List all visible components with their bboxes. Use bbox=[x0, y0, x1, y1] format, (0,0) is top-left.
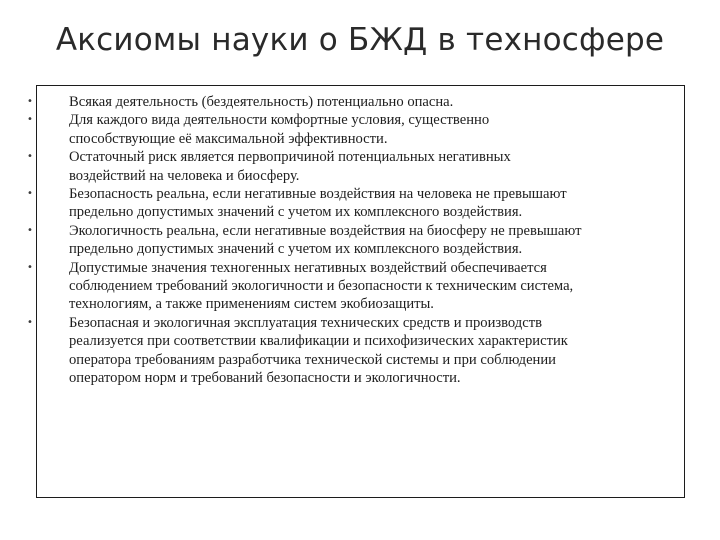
bullet-item-4 bbox=[27, 185, 676, 222]
bullet-item-5 bbox=[27, 222, 676, 259]
bullet-list bbox=[27, 93, 685, 388]
bullet-dot-icon: • bbox=[27, 114, 33, 126]
bullet-item-1 bbox=[27, 93, 676, 111]
bullet-text: Безопасная и экологичная эксплуатация технических средств и производств реализуется при соответствии квалификации и психофизических характеристик оператора требованиям разработчика технической системы и при соблюдении оператором норм и требований безопасности и экологичности. bbox=[69, 314, 568, 387]
bullet-dot-icon: • bbox=[27, 188, 33, 200]
bullet-item-7 bbox=[27, 314, 676, 388]
bullet-text: Для каждого вида деятельности комфортные условия, существенно способствующие её максимальной эффективности. bbox=[69, 112, 490, 147]
bullet-text: Экологичность реальна, если негативные воздействия на биосферу не превышают предельно допустимых значений с учетом их комплексного воздействия. bbox=[69, 222, 582, 258]
bullet-dot-icon: • bbox=[27, 316, 33, 328]
bullet-text: Остаточный риск является первопричиной потенциальных негативных воздействий на человека и биосферу. bbox=[69, 149, 511, 184]
bullet-text: Безопасность реальна, если негативные воздействия на человека не превышают предельно допустимых значений с учетом их комплексного воздействия. bbox=[69, 186, 567, 221]
bullet-item-3 bbox=[27, 148, 676, 185]
bullet-dot-icon: • bbox=[27, 96, 33, 107]
bullet-item-2 bbox=[27, 111, 676, 148]
slide-title: Аксиомы науки о БЖД в техносфере bbox=[55, 22, 665, 58]
bullet-text: Всякая деятельность (бездеятельность) потенциально опасна. bbox=[69, 94, 454, 110]
bullet-text: Допустимые значения техногенных негативных воздействий обеспечивается соблюдением требований экологичности и безопасности к техническим система, технологиям, а также применениям систем экобиозащиты. bbox=[69, 259, 574, 313]
bullet-dot-icon: • bbox=[27, 151, 33, 163]
bullet-dot-icon: • bbox=[27, 261, 33, 273]
bullet-dot-icon: • bbox=[27, 224, 33, 236]
bullet-item-6 bbox=[27, 259, 676, 314]
